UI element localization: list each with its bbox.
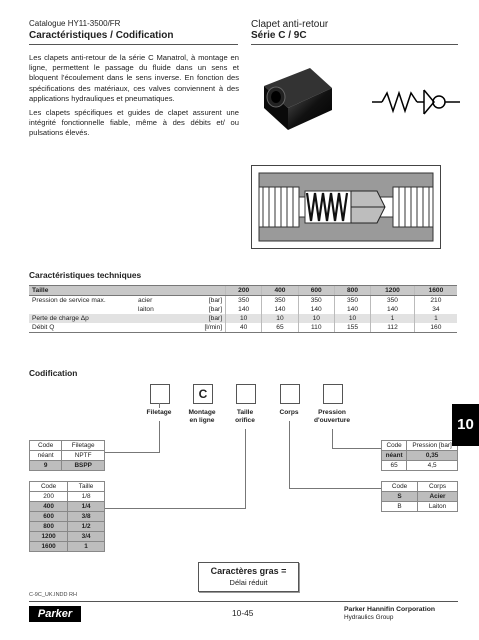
page-number: 10-45: [232, 608, 254, 618]
specs-row-sub: [135, 323, 177, 333]
specs-row-label: Perte de charge Δp: [29, 314, 135, 323]
specs-cell: 155: [334, 323, 370, 333]
body-table-head: Code: [382, 482, 418, 492]
specs-row-label: Pression de service max.: [32, 297, 106, 304]
intro-paragraph-1: Les clapets anti-retour de la série C Manatrol, à montage en ligne, permettent le passage du fluide dans un sens et bloquent l'écoulement dans le sens inverse. En fonction des spécifications des matériaux, ces valves conviennent à des applications hydrauliques et pneumatiques.: [29, 53, 239, 103]
specs-cell: 350: [262, 296, 298, 306]
specs-row-unit: [l/min]: [177, 323, 226, 333]
size-table-cell: 200: [30, 492, 68, 502]
label-pressure: Pression d'ouverture: [313, 409, 350, 424]
specs-row-unit: [bar]: [177, 314, 226, 323]
specs-cell: 140: [334, 305, 370, 314]
specs-row-sub: acier: [138, 297, 153, 304]
specs-cell: 140: [371, 305, 415, 314]
size-table-cell: 1600: [30, 542, 68, 552]
code-box-size: [236, 384, 256, 404]
size-table-cell: 1200: [30, 532, 68, 542]
parker-logo: Parker: [29, 606, 81, 622]
specs-row-unit: [bar]: [208, 297, 223, 304]
pressure-table-head: Code: [382, 441, 407, 451]
bold-legend-box: [198, 562, 299, 592]
specs-cell: 1: [414, 314, 457, 323]
thread-table-cell: néant: [30, 451, 62, 461]
connector: [105, 508, 246, 509]
specs-cell: 10: [262, 314, 298, 323]
section-title: Caractéristiques / Codification: [29, 30, 174, 41]
body-table: [381, 481, 458, 512]
code-box-body: [280, 384, 300, 404]
specs-cell: 34: [414, 305, 457, 314]
product-name: Clapet anti-retour: [251, 19, 329, 30]
specs-row: [29, 323, 457, 333]
footer-rule: [29, 601, 458, 602]
specs-size: 200: [226, 286, 262, 296]
connector: [159, 403, 160, 408]
specs-row: [29, 296, 457, 306]
header-rule-right: [251, 44, 458, 45]
connector: [159, 421, 160, 452]
specs-cell: 1: [371, 314, 415, 323]
body-table-cell: Acier: [418, 492, 458, 502]
pressure-table-cell: 4,5: [407, 461, 458, 471]
thread-table-head: Code: [30, 441, 62, 451]
specs-cell: 210: [414, 296, 457, 306]
specs-size-label: Taille: [29, 286, 226, 296]
size-table-cell: 600: [30, 512, 68, 522]
specs-table: [29, 285, 457, 333]
size-table-cell: 3/4: [68, 532, 105, 542]
pressure-table-cell: 65: [382, 461, 407, 471]
doc-code: C-9C_UK.INDD RH: [29, 592, 77, 598]
specs-cell: 140: [226, 305, 262, 314]
specs-row: [29, 305, 457, 314]
specs-cell: 110: [298, 323, 334, 333]
specs-cell: 160: [414, 323, 457, 333]
bold-legend-subtitle: Délai réduit: [229, 578, 268, 587]
size-table-cell: 400: [30, 502, 68, 512]
specs-cell: 350: [334, 296, 370, 306]
specs-row: [29, 314, 457, 323]
thread-table-cell: NPTF: [62, 451, 105, 461]
specs-size: 1600: [414, 286, 457, 296]
label-body: Corps: [279, 409, 299, 416]
size-table-cell: 1/2: [68, 522, 105, 532]
label-size: Taille orifice: [235, 409, 255, 424]
size-table-head: Taille: [68, 482, 105, 492]
code-box-fixed: C: [193, 384, 213, 404]
specs-cell: 10: [226, 314, 262, 323]
size-table-cell: 3/8: [68, 512, 105, 522]
specs-cell: 65: [262, 323, 298, 333]
size-table: [29, 481, 105, 552]
company-name: Parker Hannifin Corporation: [344, 606, 436, 613]
specs-title: Caractéristiques techniques: [29, 270, 142, 280]
body-table-cell: B: [382, 502, 418, 512]
label-thread: Filetage: [146, 409, 172, 416]
specs-row-unit: [bar]: [208, 306, 223, 313]
body-table-cell: S: [382, 492, 418, 502]
thread-table-cell: BSPP: [62, 461, 105, 471]
intro-text: [29, 53, 239, 143]
size-table-cell: 1: [68, 542, 105, 552]
valve-photo: [254, 64, 342, 136]
connector: [332, 448, 381, 449]
specs-row-label: Débit Q: [29, 323, 135, 333]
thread-table: [29, 440, 105, 471]
specs-cell: 140: [262, 305, 298, 314]
specs-row-sub: [135, 314, 177, 323]
connector: [289, 421, 290, 488]
code-box-thread: [150, 384, 170, 404]
body-table-cell: Laiton: [418, 502, 458, 512]
chapter-tab: 10: [452, 404, 479, 446]
catalogue-number: Catalogue HY11-3500/FR: [29, 19, 121, 28]
intro-paragraph-2: Les clapets spécifiques et guides de clapet assurent une intégrité fonctionnelle fiable, même à des débits et/ ou pulsations élevés.: [29, 108, 239, 138]
specs-cell: 10: [298, 314, 334, 323]
specs-size: 800: [334, 286, 370, 296]
specs-cell: 112: [371, 323, 415, 333]
specs-cell: 350: [298, 296, 334, 306]
connector: [245, 429, 246, 508]
specs-size: 1200: [371, 286, 415, 296]
size-table-head: Code: [30, 482, 68, 492]
specs-row-label: [29, 305, 135, 314]
specs-header-row: [29, 286, 457, 296]
division-name: Hydraulics Group: [344, 614, 394, 621]
specs-cell: 140: [298, 305, 334, 314]
pressure-table-cell: 0,35: [407, 451, 458, 461]
specs-size: 400: [262, 286, 298, 296]
pressure-table: [381, 440, 458, 471]
series-name: Série C / 9C: [251, 30, 307, 41]
specs-size: 600: [298, 286, 334, 296]
thread-table-cell: 9: [30, 461, 62, 471]
specs-cell: 10: [334, 314, 370, 323]
specs-cell: 350: [371, 296, 415, 306]
size-table-cell: 800: [30, 522, 68, 532]
connector: [332, 429, 333, 448]
check-valve-symbol: [372, 87, 460, 117]
thread-table-head: Filetage: [62, 441, 105, 451]
pressure-table-cell: néant: [382, 451, 407, 461]
connector: [289, 488, 381, 489]
specs-cell: 40: [226, 323, 262, 333]
specs-row-sub: laiton: [138, 306, 154, 313]
bold-legend-title: Caractères gras =: [210, 566, 287, 576]
valve-cross-section: [251, 165, 441, 249]
size-table-cell: 1/8: [68, 492, 105, 502]
connector: [105, 452, 160, 453]
specs-cell: 350: [226, 296, 262, 306]
size-table-cell: 1/4: [68, 502, 105, 512]
code-box-pressure: [323, 384, 343, 404]
header-rule-left: [29, 44, 238, 45]
pressure-table-head: Pression [bar]: [407, 441, 458, 451]
codification-title: Codification: [29, 368, 78, 378]
label-mounting: Montage en ligne: [188, 409, 216, 424]
body-table-head: Corps: [418, 482, 458, 492]
